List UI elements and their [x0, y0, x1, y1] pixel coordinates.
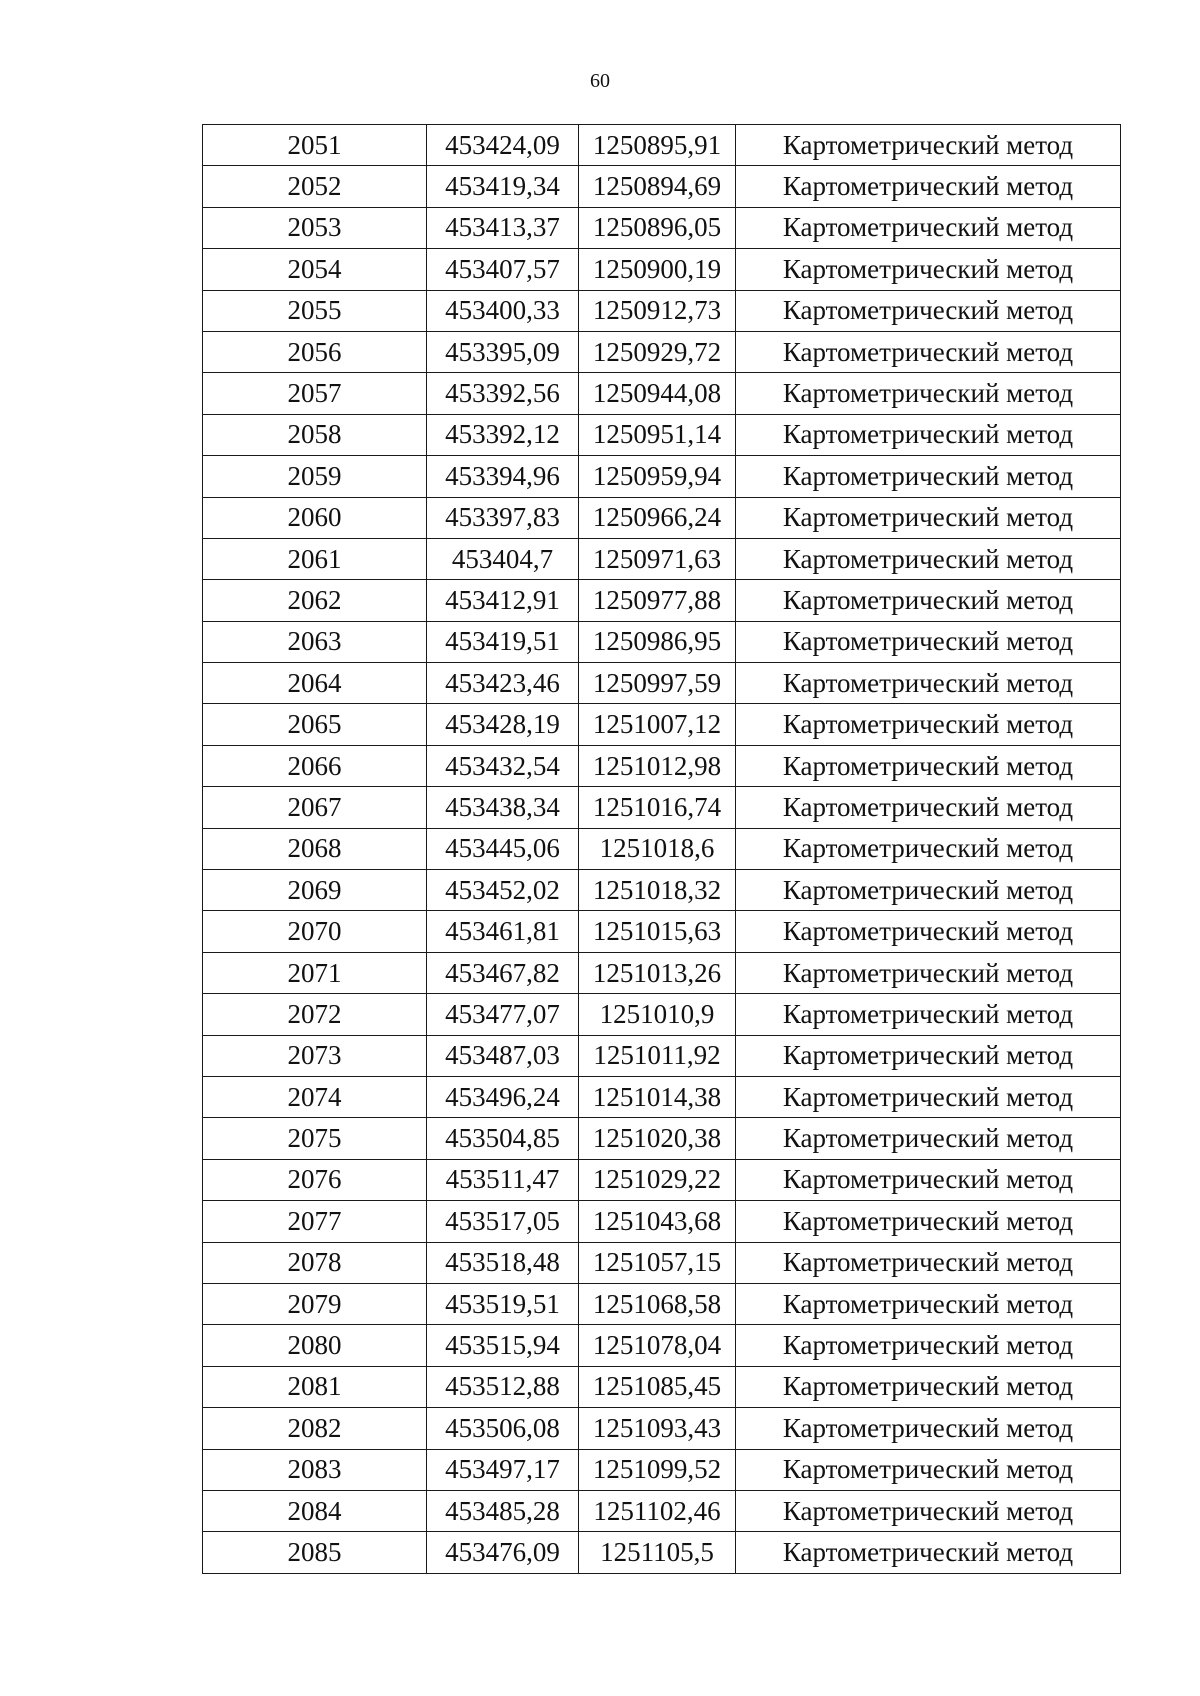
- x-coordinate-cell: 453467,82: [427, 952, 579, 993]
- table-row: [203, 1242, 1121, 1283]
- table-row: [203, 290, 1121, 331]
- table-row: [203, 456, 1121, 497]
- table-row: [203, 1283, 1121, 1324]
- method-cell: Картометрический метод: [736, 1408, 1121, 1449]
- point-number-cell: 2078: [203, 1242, 427, 1283]
- x-coordinate-cell: 453395,09: [427, 331, 579, 372]
- point-number-cell: 2067: [203, 787, 427, 828]
- table-row: [203, 828, 1121, 869]
- method-cell: Картометрический метод: [736, 704, 1121, 745]
- x-coordinate-cell: 453515,94: [427, 1325, 579, 1366]
- point-number-cell: 2070: [203, 911, 427, 952]
- table-row: [203, 1159, 1121, 1200]
- method-cell: Картометрический метод: [736, 870, 1121, 911]
- point-number-cell: 2065: [203, 704, 427, 745]
- y-coordinate-cell: 1250986,95: [579, 621, 736, 662]
- x-coordinate-cell: 453506,08: [427, 1408, 579, 1449]
- point-number-cell: 2051: [203, 125, 427, 166]
- method-cell: Картометрический метод: [736, 373, 1121, 414]
- table-row: [203, 207, 1121, 248]
- x-coordinate-cell: 453461,81: [427, 911, 579, 952]
- method-cell: Картометрический метод: [736, 1532, 1121, 1573]
- method-cell: Картометрический метод: [736, 166, 1121, 207]
- point-number-cell: 2080: [203, 1325, 427, 1366]
- point-number-cell: 2066: [203, 745, 427, 786]
- y-coordinate-cell: 1251016,74: [579, 787, 736, 828]
- y-coordinate-cell: 1250977,88: [579, 580, 736, 621]
- method-cell: Картометрический метод: [736, 249, 1121, 290]
- method-cell: Картометрический метод: [736, 1283, 1121, 1324]
- y-coordinate-cell: 1251018,32: [579, 870, 736, 911]
- table-row: [203, 414, 1121, 455]
- table-row: [203, 1201, 1121, 1242]
- method-cell: Картометрический метод: [736, 745, 1121, 786]
- table-row: [203, 497, 1121, 538]
- y-coordinate-cell: 1250951,14: [579, 414, 736, 455]
- method-cell: Картометрический метод: [736, 1449, 1121, 1490]
- point-number-cell: 2077: [203, 1201, 427, 1242]
- point-number-cell: 2052: [203, 166, 427, 207]
- x-coordinate-cell: 453504,85: [427, 1118, 579, 1159]
- x-coordinate-cell: 453477,07: [427, 994, 579, 1035]
- method-cell: Картометрический метод: [736, 207, 1121, 248]
- method-cell: Картометрический метод: [736, 1159, 1121, 1200]
- y-coordinate-cell: 1251015,63: [579, 911, 736, 952]
- x-coordinate-cell: 453518,48: [427, 1242, 579, 1283]
- table-row: [203, 952, 1121, 993]
- y-coordinate-cell: 1251068,58: [579, 1283, 736, 1324]
- method-cell: Картометрический метод: [736, 1076, 1121, 1117]
- table-row: [203, 1325, 1121, 1366]
- method-cell: Картометрический метод: [736, 1118, 1121, 1159]
- y-coordinate-cell: 1250896,05: [579, 207, 736, 248]
- x-coordinate-cell: 453512,88: [427, 1366, 579, 1407]
- x-coordinate-cell: 453397,83: [427, 497, 579, 538]
- page-number: 60: [590, 70, 610, 92]
- point-number-cell: 2058: [203, 414, 427, 455]
- method-cell: Картометрический метод: [736, 580, 1121, 621]
- method-cell: Картометрический метод: [736, 456, 1121, 497]
- method-cell: Картометрический метод: [736, 952, 1121, 993]
- table-row: [203, 1366, 1121, 1407]
- point-number-cell: 2059: [203, 456, 427, 497]
- table-row: [203, 745, 1121, 786]
- table-row: [203, 1076, 1121, 1117]
- x-coordinate-cell: 453496,24: [427, 1076, 579, 1117]
- x-coordinate-cell: 453419,51: [427, 621, 579, 662]
- y-coordinate-cell: 1250997,59: [579, 663, 736, 704]
- x-coordinate-cell: 453428,19: [427, 704, 579, 745]
- x-coordinate-cell: 453476,09: [427, 1532, 579, 1573]
- x-coordinate-cell: 453392,12: [427, 414, 579, 455]
- point-number-cell: 2072: [203, 994, 427, 1035]
- table-row: [203, 1035, 1121, 1076]
- method-cell: Картометрический метод: [736, 1325, 1121, 1366]
- method-cell: Картометрический метод: [736, 663, 1121, 704]
- table-row: [203, 704, 1121, 745]
- x-coordinate-cell: 453419,34: [427, 166, 579, 207]
- y-coordinate-cell: 1251078,04: [579, 1325, 736, 1366]
- y-coordinate-cell: 1251057,15: [579, 1242, 736, 1283]
- x-coordinate-cell: 453424,09: [427, 125, 579, 166]
- y-coordinate-cell: 1251029,22: [579, 1159, 736, 1200]
- y-coordinate-cell: 1250959,94: [579, 456, 736, 497]
- point-number-cell: 2079: [203, 1283, 427, 1324]
- x-coordinate-cell: 453452,02: [427, 870, 579, 911]
- table-row: [203, 994, 1121, 1035]
- y-coordinate-cell: 1250966,24: [579, 497, 736, 538]
- method-cell: Картометрический метод: [736, 1242, 1121, 1283]
- table-row: [203, 1449, 1121, 1490]
- y-coordinate-cell: 1251093,43: [579, 1408, 736, 1449]
- x-coordinate-cell: 453432,54: [427, 745, 579, 786]
- point-number-cell: 2057: [203, 373, 427, 414]
- x-coordinate-cell: 453404,7: [427, 538, 579, 579]
- table-row: [203, 580, 1121, 621]
- x-coordinate-cell: 453445,06: [427, 828, 579, 869]
- point-number-cell: 2054: [203, 249, 427, 290]
- point-number-cell: 2083: [203, 1449, 427, 1490]
- table-row: [203, 1118, 1121, 1159]
- method-cell: Картометрический метод: [736, 1366, 1121, 1407]
- y-coordinate-cell: 1251018,6: [579, 828, 736, 869]
- y-coordinate-cell: 1251043,68: [579, 1201, 736, 1242]
- point-number-cell: 2076: [203, 1159, 427, 1200]
- table-row: [203, 331, 1121, 372]
- point-number-cell: 2056: [203, 331, 427, 372]
- x-coordinate-cell: 453517,05: [427, 1201, 579, 1242]
- table-row: [203, 911, 1121, 952]
- y-coordinate-cell: 1251012,98: [579, 745, 736, 786]
- method-cell: Картометрический метод: [736, 331, 1121, 372]
- table-row: [203, 1408, 1121, 1449]
- point-number-cell: 2064: [203, 663, 427, 704]
- y-coordinate-cell: 1250894,69: [579, 166, 736, 207]
- y-coordinate-cell: 1250900,19: [579, 249, 736, 290]
- x-coordinate-cell: 453519,51: [427, 1283, 579, 1324]
- point-number-cell: 2074: [203, 1076, 427, 1117]
- y-coordinate-cell: 1250944,08: [579, 373, 736, 414]
- point-number-cell: 2081: [203, 1366, 427, 1407]
- y-coordinate-cell: 1250895,91: [579, 125, 736, 166]
- x-coordinate-cell: 453394,96: [427, 456, 579, 497]
- point-number-cell: 2060: [203, 497, 427, 538]
- method-cell: Картометрический метод: [736, 1201, 1121, 1242]
- x-coordinate-cell: 453413,37: [427, 207, 579, 248]
- point-number-cell: 2084: [203, 1490, 427, 1531]
- method-cell: Картометрический метод: [736, 828, 1121, 869]
- point-number-cell: 2073: [203, 1035, 427, 1076]
- table-row: [203, 787, 1121, 828]
- point-number-cell: 2055: [203, 290, 427, 331]
- table-row: [203, 373, 1121, 414]
- point-number-cell: 2062: [203, 580, 427, 621]
- x-coordinate-cell: 453438,34: [427, 787, 579, 828]
- table-row: [203, 870, 1121, 911]
- y-coordinate-cell: 1251085,45: [579, 1366, 736, 1407]
- method-cell: Картометрический метод: [736, 125, 1121, 166]
- method-cell: Картометрический метод: [736, 621, 1121, 662]
- x-coordinate-cell: 453511,47: [427, 1159, 579, 1200]
- y-coordinate-cell: 1251013,26: [579, 952, 736, 993]
- method-cell: Картометрический метод: [736, 1490, 1121, 1531]
- method-cell: Картометрический метод: [736, 911, 1121, 952]
- y-coordinate-cell: 1251014,38: [579, 1076, 736, 1117]
- method-cell: Картометрический метод: [736, 538, 1121, 579]
- coordinates-table: [202, 124, 1121, 1574]
- y-coordinate-cell: 1251007,12: [579, 704, 736, 745]
- coordinates-table-body: [203, 125, 1121, 1574]
- x-coordinate-cell: 453407,57: [427, 249, 579, 290]
- table-row: [203, 125, 1121, 166]
- table-row: [203, 1490, 1121, 1531]
- table-row: [203, 166, 1121, 207]
- point-number-cell: 2071: [203, 952, 427, 993]
- x-coordinate-cell: 453392,56: [427, 373, 579, 414]
- table-row: [203, 1532, 1121, 1573]
- point-number-cell: 2085: [203, 1532, 427, 1573]
- point-number-cell: 2075: [203, 1118, 427, 1159]
- y-coordinate-cell: 1251010,9: [579, 994, 736, 1035]
- method-cell: Картометрический метод: [736, 994, 1121, 1035]
- point-number-cell: 2061: [203, 538, 427, 579]
- method-cell: Картометрический метод: [736, 1035, 1121, 1076]
- y-coordinate-cell: 1251105,5: [579, 1532, 736, 1573]
- x-coordinate-cell: 453487,03: [427, 1035, 579, 1076]
- x-coordinate-cell: 453423,46: [427, 663, 579, 704]
- x-coordinate-cell: 453412,91: [427, 580, 579, 621]
- table-row: [203, 538, 1121, 579]
- point-number-cell: 2068: [203, 828, 427, 869]
- method-cell: Картометрический метод: [736, 414, 1121, 455]
- y-coordinate-cell: 1251099,52: [579, 1449, 736, 1490]
- y-coordinate-cell: 1250971,63: [579, 538, 736, 579]
- y-coordinate-cell: 1251011,92: [579, 1035, 736, 1076]
- point-number-cell: 2063: [203, 621, 427, 662]
- table-row: [203, 663, 1121, 704]
- method-cell: Картометрический метод: [736, 290, 1121, 331]
- y-coordinate-cell: 1250929,72: [579, 331, 736, 372]
- table-row: [203, 621, 1121, 662]
- y-coordinate-cell: 1250912,73: [579, 290, 736, 331]
- point-number-cell: 2053: [203, 207, 427, 248]
- y-coordinate-cell: 1251102,46: [579, 1490, 736, 1531]
- method-cell: Картометрический метод: [736, 787, 1121, 828]
- table-row: [203, 249, 1121, 290]
- point-number-cell: 2082: [203, 1408, 427, 1449]
- x-coordinate-cell: 453400,33: [427, 290, 579, 331]
- x-coordinate-cell: 453497,17: [427, 1449, 579, 1490]
- method-cell: Картометрический метод: [736, 497, 1121, 538]
- x-coordinate-cell: 453485,28: [427, 1490, 579, 1531]
- y-coordinate-cell: 1251020,38: [579, 1118, 736, 1159]
- point-number-cell: 2069: [203, 870, 427, 911]
